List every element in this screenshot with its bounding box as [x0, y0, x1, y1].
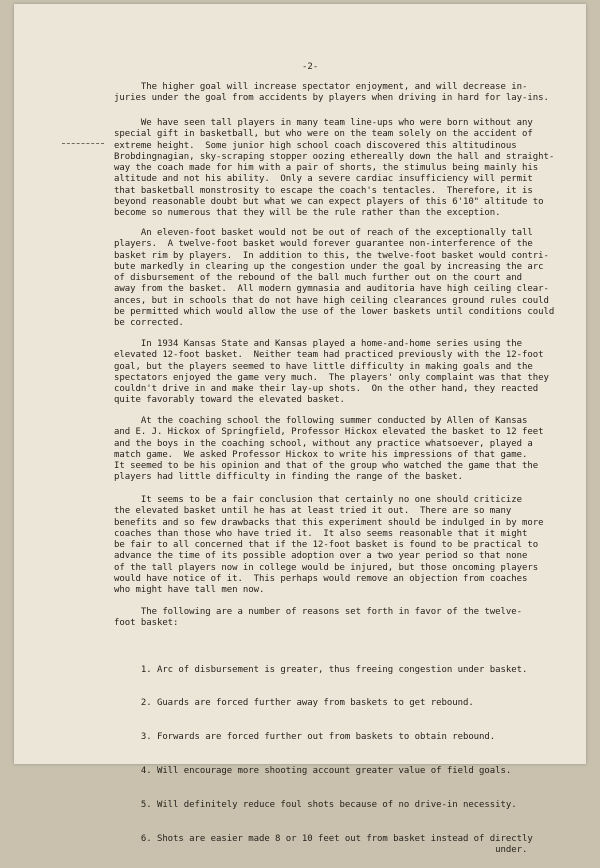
- document-page: [14, 4, 586, 856]
- list-item: 5. Will definitely reduce foul shots because of no drive-in necessity.: [114, 800, 517, 811]
- paragraph-reasons-intro: The following are a number of reasons set forth in favor of the twelve- foot basket:: [114, 607, 523, 629]
- reasons-list: [114, 642, 533, 868]
- paragraph-eleven-foot-basket: An eleven-foot basket would not be out of reach of the exceptionally tall players. A twelve-foot basket would forever guarantee non-interference of the basket rim by players. In addition to this, the twelve-foot basket would contri- bute markedly in clearing up the congestion under the goal by increasing the arc of disbursement of the rebound of the ball much further out on the court and away from the basket. All modern gymnasia and auditoria have high ceiling clear- ances, but in schools that do not have high ceiling clearances ground rules could be permitted which would allow the use of the lower baskets until conditions could be corrected.: [114, 228, 555, 329]
- paragraph-tall-players: We have seen tall players in many team line-ups who were born without any special gift in basketball, but who were on the team solely on the accident of extreme height. Some junior high school coach discovered this altitudinous Brobdingnagian, sky-scraping stopper oozing ethereally down the hall and straight- way the coach made for him with a pair of shorts, the stimulus being mainly his altitude and not his ability. Only a severe cardiac insufficiency will permit that basketball monstrosity to escape the coach's tentacles. Therefore, it is beyond reasonable doubt but what we can expect players of this 6'10" altitude to become so numerous that they will be the rule rather than the exception.: [114, 118, 555, 219]
- paragraph-spectator-enjoyment: The higher goal will increase spectator enjoyment, and will decrease in- juries under the goal from accidents by players when driving in hard for lay-ins.: [114, 82, 549, 104]
- list-item: 3. Forwards are forced further out from baskets to obtain rebound.: [114, 732, 496, 743]
- list-item: 6. Shots are easier made 8 or 10 feet out from basket instead of directly under.: [140, 834, 533, 856]
- list-item: 2. Guards are forced further away from baskets to get rebound.: [114, 698, 474, 709]
- paragraph-kansas-series: In 1934 Kansas State and Kansas played a home-and-home series using the elevated 12-foot basket. Neither team had practiced previously with the 12-foot goal, but the players seemed to have little difficulty in making goals and the spectators enjoyed the game very much. The players' only complaint was that they couldn't drive in and make their lay-up shots. On the other hand, they reacted quite favorably toward the elevated basket.: [114, 339, 549, 406]
- paragraph-coaching-school: At the coaching school the following summer conducted by Allen of Kansas and E. J. Hickox of Springfield, Professor Hickox elevated the basket to 12 feet and the boys in the coaching school, without any practice whatsoever, played a match game. We asked Professor Hickox to write his impressions of that game. It seemed to be his opinion and that of the group who watched the game that the players had little difficulty in finding the range of the basket.: [114, 416, 544, 483]
- list-item: 1. Arc of disbursement is greater, thus freeing congestion under basket.: [114, 664, 528, 675]
- page-number: -2-: [302, 62, 319, 72]
- paragraph-fair-conclusion: It seems to be a fair conclusion that certainly no one should criticize the elevated basket until he has at least tried it out. There are so many benefits and so few drawbacks that this experiment should be indulged in by more coaches than those who have tried it. It also seems reasonable that it might be fair to all concerned that if the 12-foot basket is found to be practical to advance the time of its possible adoption over a two year period so that none of the tall players now in college would be injured, but those oncoming players would have notice of it. This perhaps would remove an objection from coaches who might have tall men now.: [114, 495, 544, 596]
- margin-pencil-mark: [62, 143, 104, 144]
- list-item: 4. Will encourage more shooting account greater value of field goals.: [114, 766, 512, 777]
- document-body: [114, 4, 600, 856]
